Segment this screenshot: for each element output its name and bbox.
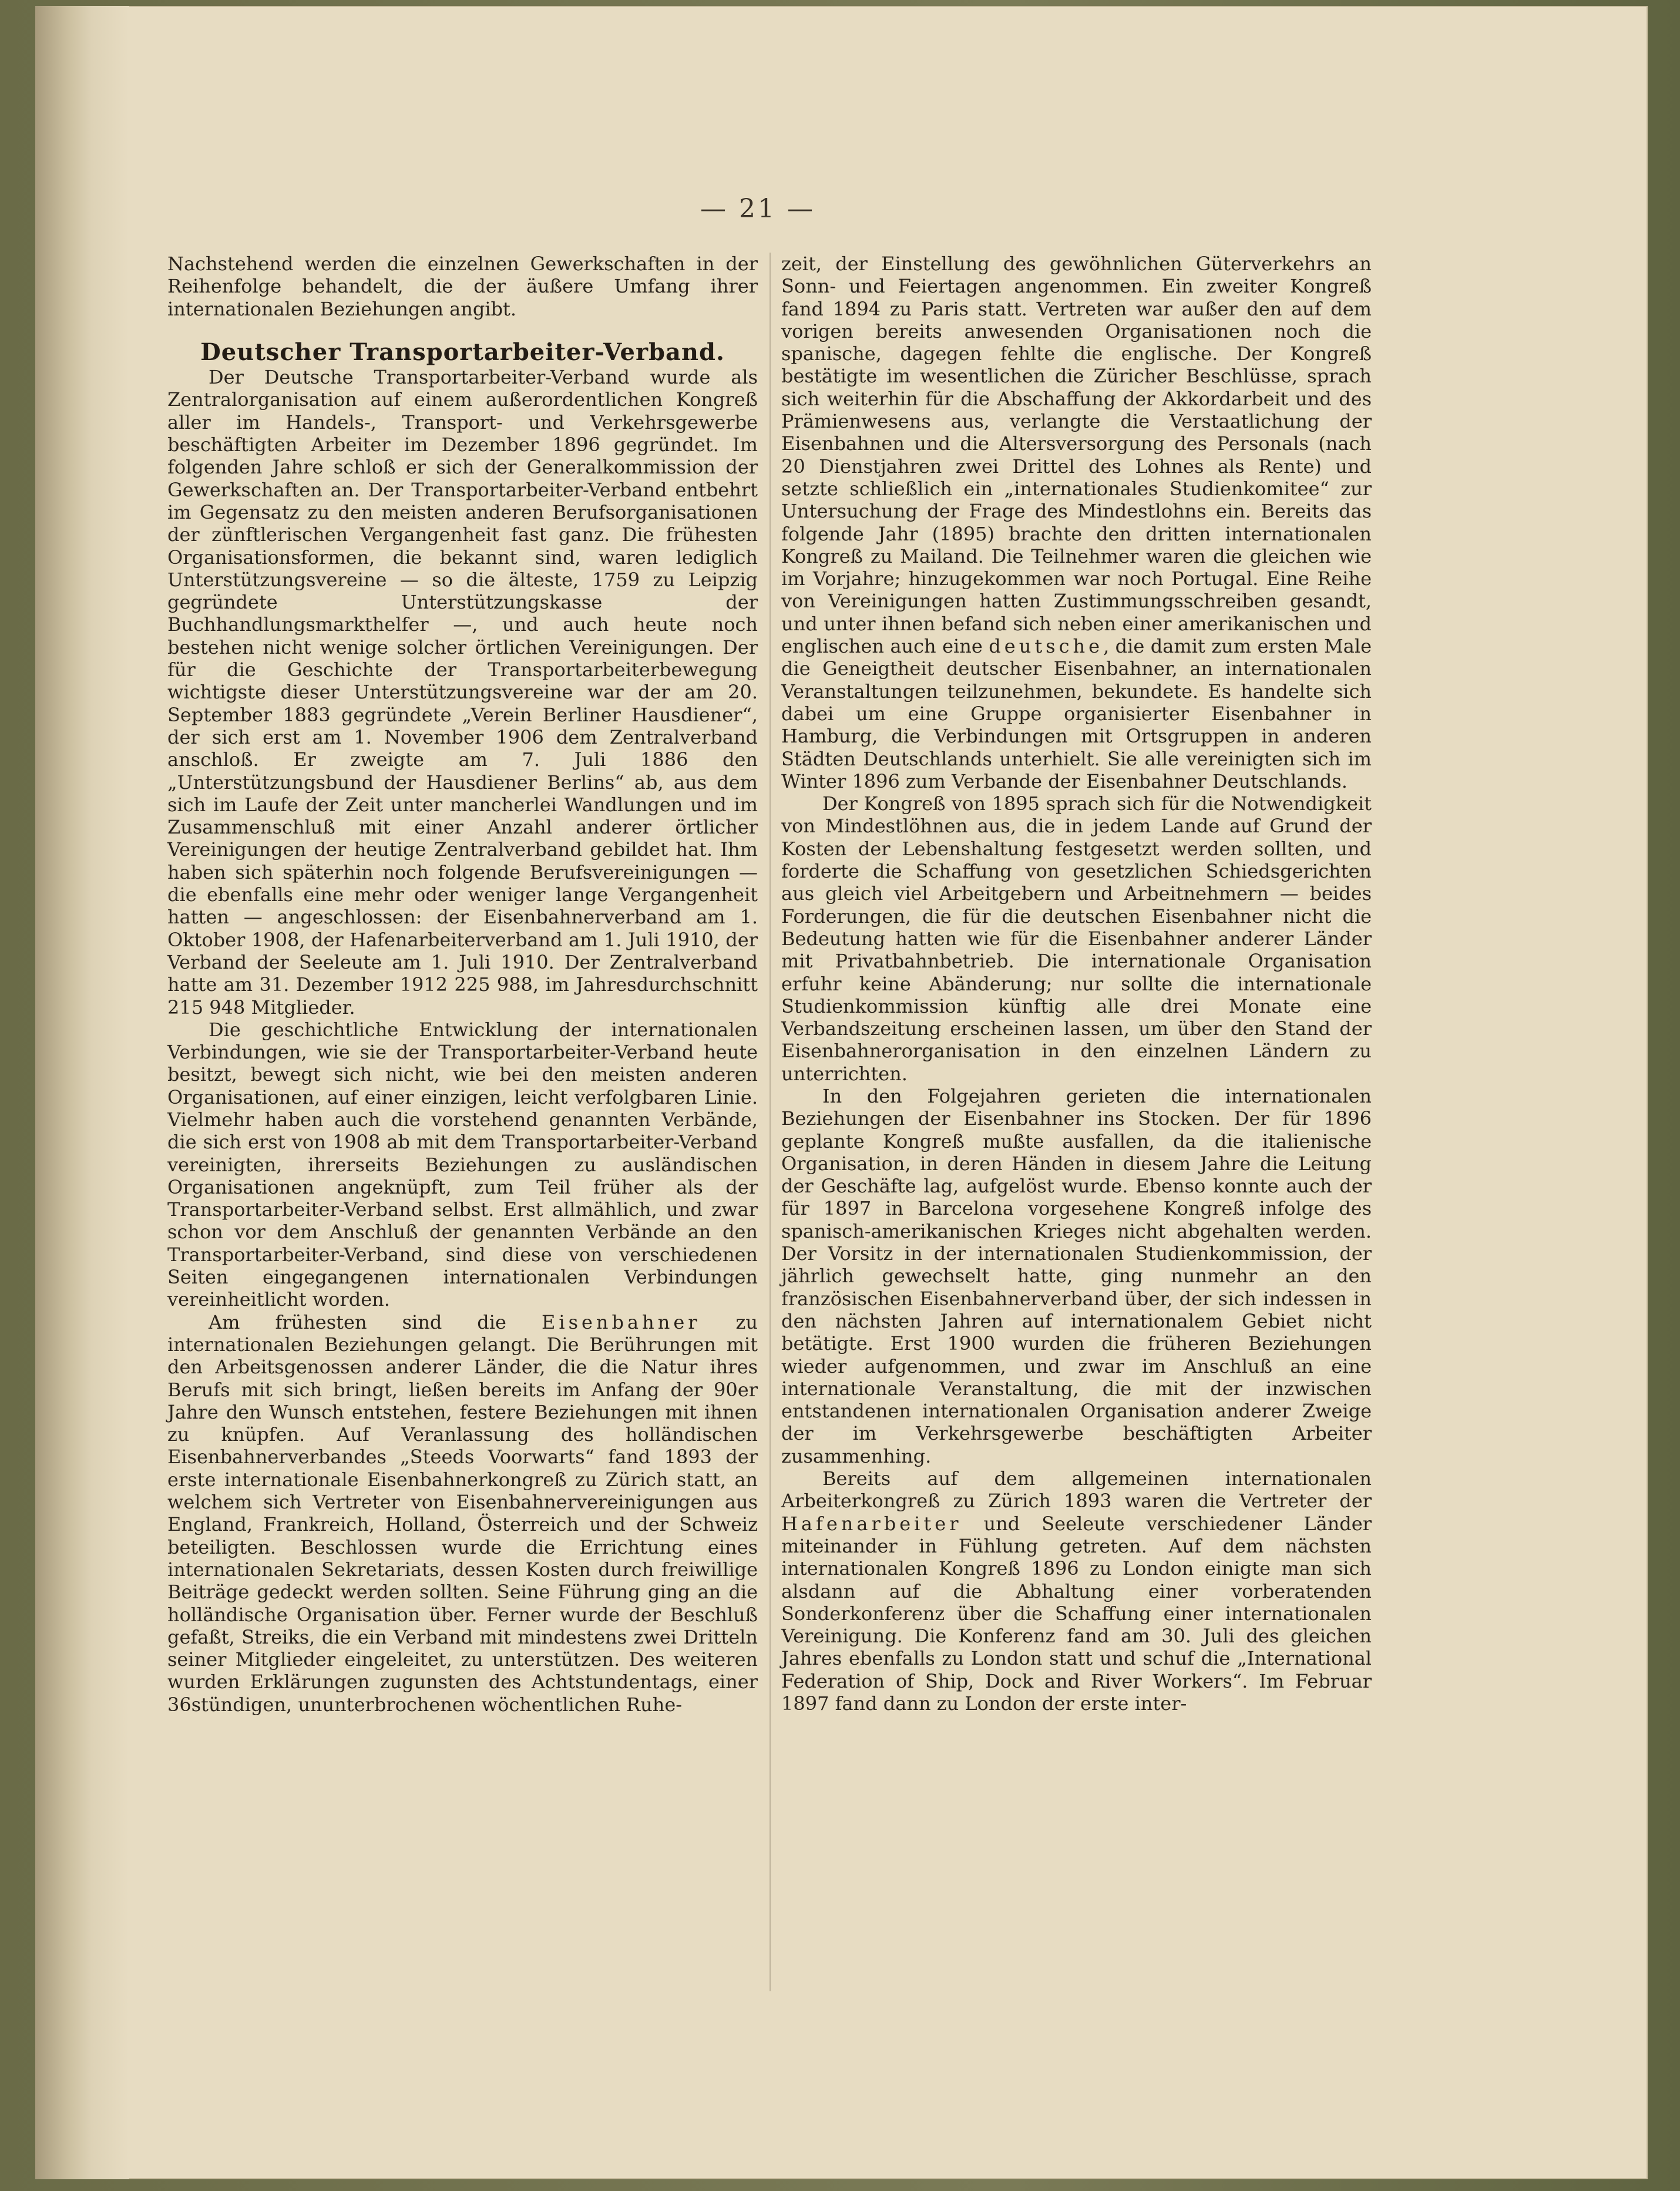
page-gutter-shadow xyxy=(35,6,129,2179)
left-paragraph-2: Die geschichtliche Entwicklung der internationalen Verbindungen, wie sie der Transportarbeiter-Verband heute besitzt, bewegt sich nicht, wie bei den meisten anderen Organisationen, auf einer einzigen, leicht verfolgbaren Linie. Vielmehr haben auch die vorstehend genannten Verbände, die sich erst von 1908 ab mit dem Transportarbeiter-Verband vereinigten, ihrerseits Beziehungen zu ausländischen Organisationen angeknüpft, zum Teil früher als der Transportarbeiter-Verband selbst. Erst allmählich, und zwar schon vor dem Anschluß der genannten Verbände an den Transportarbeiter-Verband, sind diese von verschiedenen Seiten eingegangenen internationalen Verbindungen vereinheitlicht worden. xyxy=(167,1018,758,1311)
right-paragraph-4-start: Bereits auf dem allgemeinen internationalen Arbeiterkongreß zu Zürich 1893 waren die Vertreter der xyxy=(781,1467,1372,1513)
spaced-term-eisenbahner: Eisenbahner xyxy=(541,1310,701,1333)
spaced-term-hafenarbeiter: Hafenarbeiter xyxy=(781,1512,962,1535)
right-paragraph-1 xyxy=(781,253,1372,792)
column-divider xyxy=(770,253,771,1991)
page-number: — 21 — xyxy=(700,194,815,224)
right-paragraph-1-start: zeit, der Einstellung des gewöhnlichen Güterverkehrs an Sonn- und Feiertagen angenommen. Ein zweiter Kongreß fand 1894 zu Paris statt. Vertreten war außer den auf dem vorigen bereits anwesenden Organisationen noch die spanische, dagegen fehlte die englische. Der Kongreß bestätigte im wesentlichen die Züricher Beschlüsse, sprach sich weiterhin für die Abschaffung der Akkordarbeit und des Prämienwesens aus, verlangte die Verstaatlichung der Eisenbahnen und die Altersversorgung des Personals (nach 20 Dienstjahren zwei Drittel des Lohnes als Rente) und setzte schließlich ein „internationales Studienkomitee“ zur Untersuchung der Frage des Mindestlohns ein. Bereits das folgende Jahr (1895) brachte den dritten internationalen Kongreß zu Mailand. Die Teilnehmer waren die gleichen wie im Vorjahre; hinzugekommen war noch Portugal. Eine Reihe von Vereinigungen hatten Zustimmungsschreiben gesandt, und unter ihnen befand sich neben einer amerikanischen und englischen auch eine xyxy=(781,253,1372,658)
right-paragraph-1-rest: , die damit zum ersten Male die Geneigtheit deutscher Eisenbahner, an internationalen Veranstaltungen teilzunehmen, bekundete. Es handelte sich dabei um eine Gruppe organisierter Eisenbahner in Hamburg, die Verbindungen mit Ortsgruppen in anderen Städten Deutschlands unterhielt. Sie alle vereinigten sich im Winter 1896 zum Verbande der Eisenbahner Deutschlands. xyxy=(781,635,1372,792)
left-column xyxy=(167,253,758,1716)
left-paragraph-3-start: Am frühesten sind die xyxy=(209,1310,542,1333)
left-paragraph-3 xyxy=(167,1311,758,1716)
right-column xyxy=(781,253,1372,1715)
right-paragraph-2: Der Kongreß von 1895 sprach sich für die Notwendigkeit von Mindestlöhnen aus, die in jedem Lande auf Grund der Kosten der Lebenshaltung festgesetzt werden sollten, und forderte die Schaffung von gesetzlichen Schiedsgerichten aus gleich viel Arbeitgebern und Arbeitnehmern — beides Forderungen, die für die deutschen Eisenbahner nicht die Bedeutung hatten wie für die Eisenbahner anderer Länder mit Privatbahnbetrieb. Die internationale Organisation erfuhr keine Abänderung; nur sollte die internationale Studienkommission künftig alle drei Monate eine Verbandszeitung erscheinen lassen, um über den Stand der Eisenbahnerorganisation in den einzelnen Ländern zu unterrichten. xyxy=(781,792,1372,1085)
spaced-term-deutsche: deutsche xyxy=(989,635,1104,658)
right-paragraph-4-rest: und Seeleute verschiedener Länder miteinander in Fühlung getreten. Auf dem nächsten internationalen Kongreß 1896 zu London einigte man sich alsdann auf die Abhaltung einer vorberatenden Sonderkonferenz über die Schaffung einer internationalen Vereinigung. Die Konferenz fand am 30. Juli des gleichen Jahres ebenfalls zu London statt und schuf die „International Federation of Ship, Dock and River Workers“. Im Februar 1897 fand dann zu London der erste inter- xyxy=(781,1512,1372,1715)
section-heading: Deutscher Transportarbeiter-Verband. xyxy=(200,338,725,366)
right-paragraph-4 xyxy=(781,1467,1372,1715)
left-paragraph-1: Der Deutsche Transportarbeiter-Verband wurde als Zentralorganisation auf einem außerordentlichen Kongreß aller im Handels-, Transport- und Verkehrsgewerbe beschäftigten Arbeiter im Dezember 1896 gegründet. Im folgenden Jahre schloß er sich der Generalkommission der Gewerkschaften an. Der Transportarbeiter-Verband entbehrt im Gegensatz zu den meisten anderen Berufsorganisationen der zünftlerischen Vergangenheit fast ganz. Die frühesten Organisationsformen, die bekannt sind, waren lediglich Unterstützungsvereine — so die älteste, 1759 zu Leipzig gegründete Unterstützungskasse der Buchhandlungsmarkthelfer —, und auch heute noch bestehen nicht wenige solcher örtlichen Vereinigungen. Der für die Geschichte der Transportarbeiterbewegung wichtigste dieser Unterstützungsvereine war der am 20. September 1883 gegründete „Verein Berliner Hausdiener“, der sich erst am 1. November 1906 dem Zentralverband anschloß. Er zweigte am 7. Juli 1886 den „Unterstützungsbund der Hausdiener Berlins“ ab, aus dem sich im Laufe der Zeit unter mancherlei Wandlungen und im Zusammenschluß mit einer Anzahl anderer örtlicher Vereinigungen der heutige Zentralverband gebildet hat. Ihm haben sich späterhin noch folgende Berufsvereinigungen — die ebenfalls eine mehr oder weniger lange Vergangenheit hatten — angeschlossen: der Eisenbahnerverband am 1. Oktober 1908, der Hafenarbeiterverband am 1. Juli 1910, der Verband der Seeleute am 1. Juli 1910. Der Zentralverband hatte am 31. Dezember 1912 225 988, im Jahresdurchschnitt 215 948 Mitglieder. xyxy=(167,366,758,1019)
right-paragraph-3: In den Folgejahren gerieten die internationalen Beziehungen der Eisenbahner ins Stocken. Der für 1896 geplante Kongreß mußte ausfallen, da die italienische Organisation, in deren Händen in diesem Jahre die Leitung der Geschäfte lag, aufgelöst wurde. Ebenso konnte auch der für 1897 in Barcelona vorgesehene Kongreß infolge des spanisch-amerikanischen Krieges nicht abgehalten werden. Der Vorsitz in der internationalen Studienkommission, der jährlich gewechselt hatte, ging nunmehr an den französischen Eisenbahnerverband über, der sich indessen in den nächsten Jahren auf internationalem Gebiet nicht betätigte. Erst 1900 wurden die früheren Beziehungen wieder aufgenommen, und zwar im Anschluß an eine internationale Veranstaltung, die mit der inzwischen entstandenen internationalen Organisation anderer Zweige der im Verkehrsgewerbe beschäftigten Arbeiter zusammenhing. xyxy=(781,1084,1372,1467)
intro-paragraph: Nachstehend werden die einzelnen Gewerkschaften in der Reihenfolge behandelt, die der äußere Umfang ihrer internationalen Beziehungen angibt. xyxy=(167,253,758,320)
left-paragraph-3-rest: zu internationalen Beziehungen gelangt. Die Berührungen mit den Arbeitsgenossen anderer Länder, die die Natur ihres Berufs mit sich bringt, ließen bereits im Anfang der 90er Jahre den Wunsch entstehen, festere Beziehungen mit ihnen zu knüpfen. Auf Veranlassung des holländischen Eisenbahnerverbandes „Steeds Voorwarts“ fand 1893 der erste internationale Eisenbahnerkongreß zu Zürich statt, an welchem sich Vertreter von Eisenbahnervereinigungen aus England, Frankreich, Holland, Österreich und der Schweiz beteiligten. Beschlossen wurde die Errichtung eines internationalen Sekretariats, dessen Kosten durch freiwillige Beiträge gedeckt werden sollten. Seine Führung ging an die holländische Organisation über. Ferner wurde der Beschluß gefaßt, Streiks, die ein Verband mit mindestens zwei Dritteln seiner Mitglieder eingeleitet, zu unterstützen. Des weiteren wurden Erklärungen zugunsten des Achtstundentags, einer 36stündigen, ununterbrochenen wöchentlichen Ruhe- xyxy=(167,1310,758,1716)
